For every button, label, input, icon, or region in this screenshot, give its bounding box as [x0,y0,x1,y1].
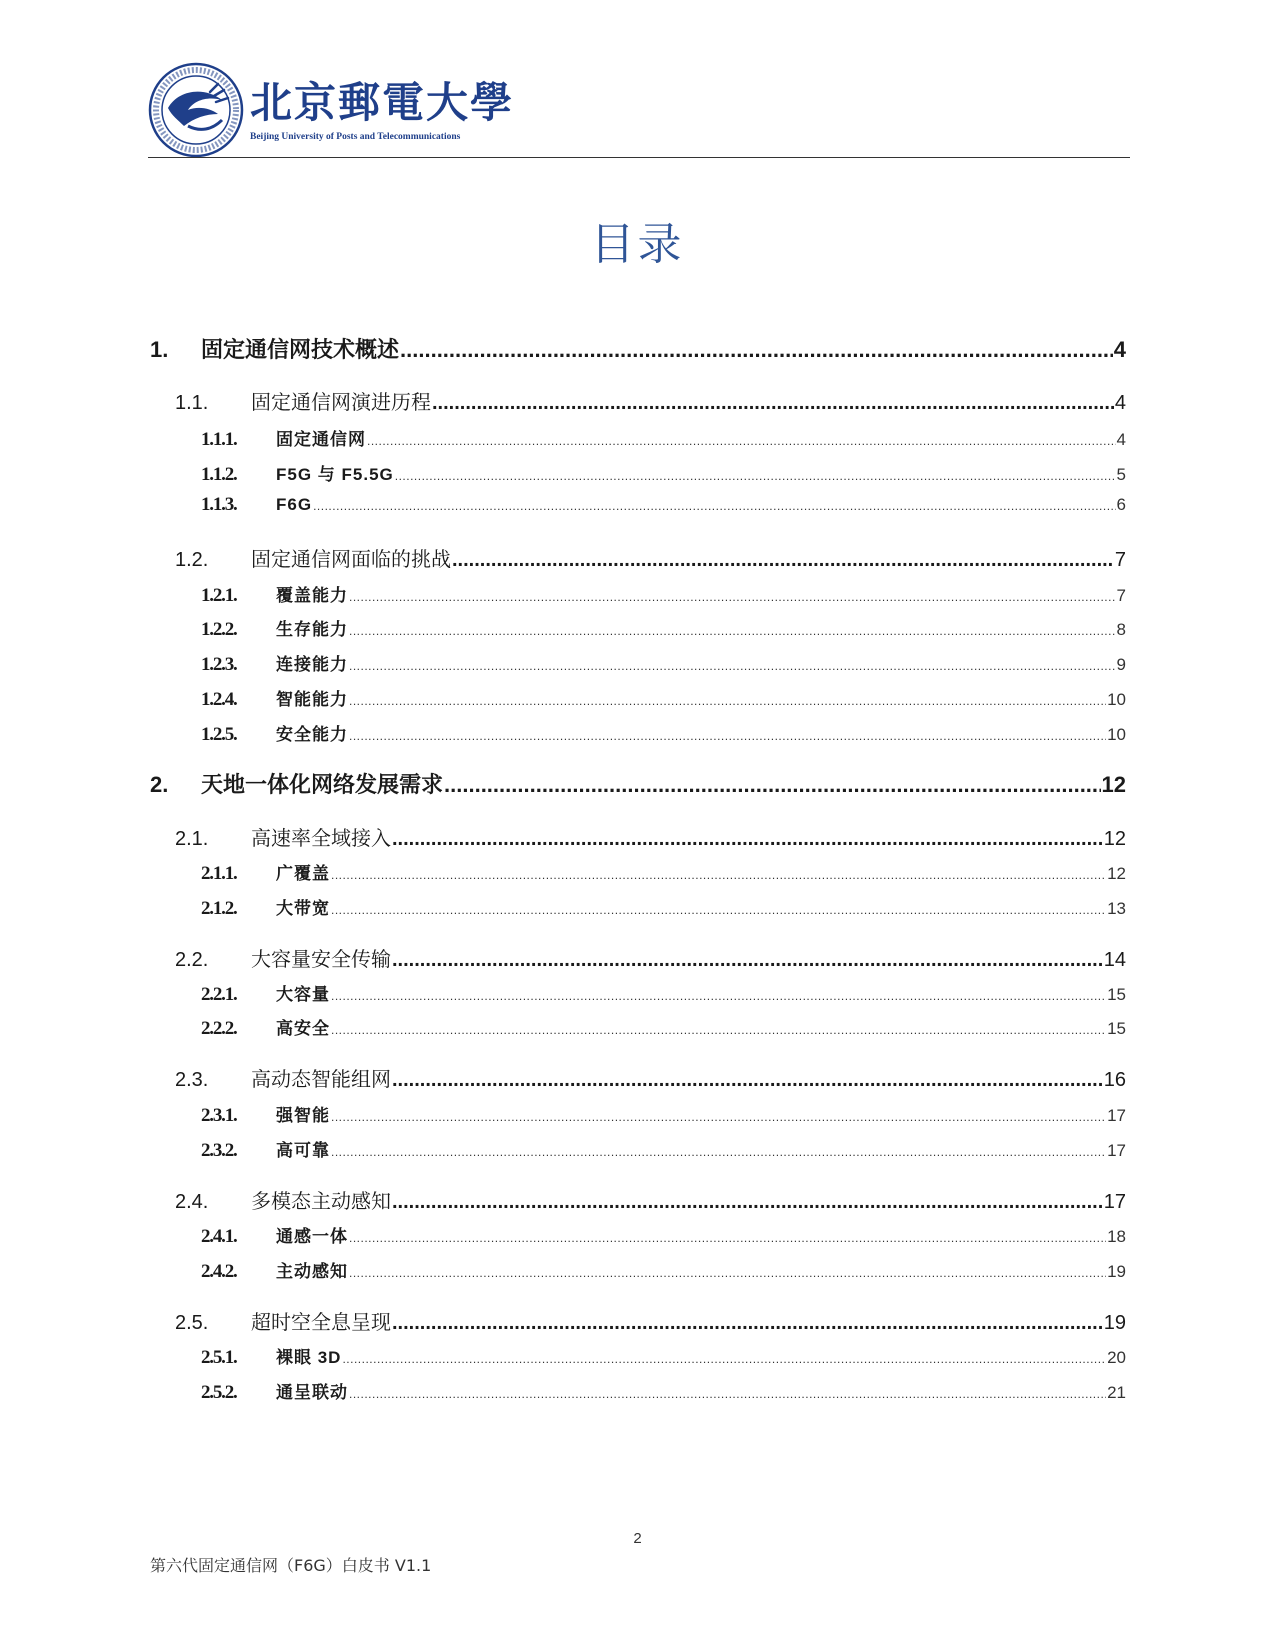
toc-dot-leader [349,1266,1106,1280]
toc-dot-leader [331,868,1106,882]
toc-entry-page: 16 [1103,1069,1126,1091]
toc-entry-number: 2.4.1. [201,1226,237,1247]
brand-name-cn: 北京郵電大學 [250,78,515,127]
toc-entry[interactable] [201,650,1126,676]
toc-entry-page: 8 [1116,620,1126,639]
toc-entry-number: 1.2.3. [201,654,237,675]
toc-dot-leader [342,1352,1106,1366]
toc-dot-leader [313,499,1115,513]
toc-entry-page: 9 [1116,655,1126,674]
toc-entry-page: 6 [1116,495,1126,514]
page-number: 2 [633,1530,642,1547]
toc-dot-leader [331,903,1106,917]
toc-entry[interactable] [175,822,1126,851]
footer-title: 第六代固定通信网（F6G）白皮书 V1.1 [150,1556,432,1575]
toc-entry[interactable] [201,1222,1126,1248]
toc-dot-leader [444,772,1101,798]
toc-entry-title: 大带宽 [276,899,330,918]
toc-dot-leader [392,1312,1103,1335]
toc-entry-page: 19 [1107,1262,1126,1281]
toc-entry-number: 2.3.2. [201,1140,237,1161]
toc-dot-leader [349,659,1116,673]
toc-entry-page: 10 [1107,725,1126,744]
toc-entry[interactable] [150,768,1126,799]
toc-entry-page: 7 [1114,549,1126,571]
toc-entry-number: 2.3.1. [201,1105,237,1126]
toc-entry-page: 4 [1116,430,1126,449]
toc-entry[interactable] [201,494,1126,516]
toc-dot-leader [400,337,1113,363]
toc-entry-number: 2.2.1. [201,984,237,1005]
brand-name-en: Beijing University of Posts and Telecommunications [250,132,461,142]
toc-entry[interactable] [175,1185,1126,1214]
toc-entry-number: 2. [150,772,169,797]
toc-entry[interactable] [175,1306,1126,1335]
toc-entry-number: 2.1. [175,828,209,850]
toc-entry-title: 固定通信网演进历程 [251,392,431,414]
toc-entry-number: 2.4.2. [201,1261,237,1282]
toc-entry-title: 主动感知 [276,1262,348,1281]
toc-entry-number: 1.2. [175,549,209,571]
toc-dot-leader [349,590,1116,604]
toc-entry-number: 2.5. [175,1312,209,1334]
toc-entry-title: 天地一体化网络发展需求 [201,772,444,797]
toc-entry-page: 7 [1116,586,1126,605]
toc-entry-number: 1.2.2. [201,619,237,640]
toc-entry-title: 连接能力 [276,655,348,674]
toc-entry-page: 13 [1107,899,1126,918]
toc-dot-leader [349,1387,1106,1401]
toc-dot-leader [432,392,1114,415]
toc-dot-leader [392,828,1103,851]
toc-dot-leader [349,624,1116,638]
toc-entry-title: 高速率全域接入 [251,828,391,850]
toc-dot-leader [349,729,1106,743]
toc-entry-number: 1.2.5. [201,724,237,745]
header-rule [148,157,1130,158]
toc-entry-number: 2.3. [175,1069,209,1091]
toc-entry-number: 2.5.1. [201,1347,237,1368]
toc-entry-title: 高可靠 [276,1141,330,1160]
toc-entry-title: 高安全 [276,1019,330,1038]
toc-entry[interactable] [201,1136,1126,1162]
page-title: 目录 [590,219,685,270]
toc-entry-number: 1.1.2. [201,464,237,485]
toc-dot-leader [331,1110,1106,1124]
toc-entry-number: 1.1. [175,392,209,414]
toc-entry-number: 1.1.3. [201,494,237,515]
toc-entry-page: 17 [1107,1141,1126,1160]
toc-entry-number: 2.5.2. [201,1382,237,1403]
toc-entry-page: 12 [1101,772,1126,797]
toc-entry[interactable] [201,1257,1126,1283]
toc-entry[interactable] [201,460,1126,486]
toc-entry-page: 21 [1107,1383,1126,1402]
toc-entry-number: 2.1.2. [201,898,237,919]
toc-entry[interactable] [201,425,1126,451]
toc-entry[interactable] [201,615,1126,641]
toc-entry[interactable] [201,1343,1126,1369]
toc-entry-title: 大容量安全传输 [251,949,391,971]
toc-entry-number: 2.1.1. [201,863,237,884]
toc-entry-title: 通呈联动 [276,1383,348,1402]
toc-entry-title: 超时空全息呈现 [251,1312,391,1334]
toc-entry-title: 多模态主动感知 [251,1191,391,1213]
toc-entry-page: 19 [1103,1312,1126,1334]
toc-entry-title: 固定通信网面临的挑战 [251,549,451,571]
toc-entry[interactable] [150,333,1126,364]
toc-entry-title: 覆盖能力 [276,586,348,605]
toc-entry-number: 1.1.1. [201,429,237,450]
toc-dot-leader [392,1069,1103,1092]
toc-dot-leader [331,989,1106,1003]
toc-dot-leader [395,469,1116,483]
toc-entry-number: 1. [150,337,169,362]
toc-entry-number: 2.2. [175,949,209,971]
toc-dot-leader [367,434,1116,448]
toc-entry-page: 5 [1116,465,1126,484]
toc-entry-page: 12 [1103,828,1126,850]
toc-dot-leader [331,1145,1106,1159]
toc-entry-title: 广覆盖 [276,864,330,883]
toc-entry-title: 通感一体 [276,1227,348,1246]
toc-entry[interactable] [201,894,1126,920]
toc-entry-title: 智能能力 [276,690,348,709]
toc-entry-page: 18 [1107,1227,1126,1246]
toc-dot-leader [349,1231,1106,1245]
toc-entry-title: 大容量 [276,985,330,1004]
toc-entry[interactable] [175,1063,1126,1092]
toc-entry-page: 10 [1107,690,1126,709]
toc-entry-page: 14 [1103,949,1126,971]
toc-entry-number: 2.4. [175,1191,209,1213]
toc-entry-page: 17 [1107,1106,1126,1125]
toc-entry-page: 4 [1113,337,1126,362]
toc-entry[interactable] [201,685,1126,711]
page-header [148,62,1130,158]
toc-dot-leader [331,1023,1106,1037]
toc-entry[interactable] [201,720,1126,746]
toc-entry-page: 15 [1107,1019,1126,1038]
toc-entry-title: 安全能力 [276,725,348,744]
toc-entry-title: F5G 与 F5.5G [276,465,394,484]
toc-entry-title: 固定通信网技术概述 [201,337,400,362]
toc-entry-title: 裸眼 3D [276,1348,342,1367]
toc-entry-number: 1.2.4. [201,689,237,710]
toc-dot-leader [349,694,1106,708]
toc-entry[interactable] [175,943,1126,972]
toc-entry-title: 生存能力 [276,620,348,639]
toc-dot-leader [392,949,1103,972]
toc-entry-title: 固定通信网 [276,430,366,449]
toc-dot-leader [452,549,1114,572]
bupt-seal-icon [148,62,244,158]
toc-entry-number: 1.2.1. [201,585,237,606]
toc-entry[interactable] [175,543,1126,572]
toc-entry[interactable] [201,581,1126,607]
toc-entry[interactable] [201,980,1126,1006]
toc-entry[interactable] [201,1101,1126,1127]
toc-entry-title: 强智能 [276,1106,330,1125]
toc-entry-number: 2.2.2. [201,1018,237,1039]
toc-entry-title: 高动态智能组网 [251,1069,391,1091]
toc-entry[interactable] [201,859,1126,885]
toc-dot-leader [392,1191,1103,1214]
toc-entry-page: 17 [1103,1191,1126,1213]
toc-entry-page: 20 [1107,1348,1126,1367]
toc-entry[interactable] [201,1014,1126,1040]
toc-entry[interactable] [201,1378,1126,1404]
toc-entry-page: 4 [1114,392,1126,414]
toc-entry-page: 15 [1107,985,1126,1004]
toc-entry-title: F6G [276,495,313,514]
toc-entry[interactable] [175,386,1126,415]
toc-entry-page: 12 [1107,864,1126,883]
